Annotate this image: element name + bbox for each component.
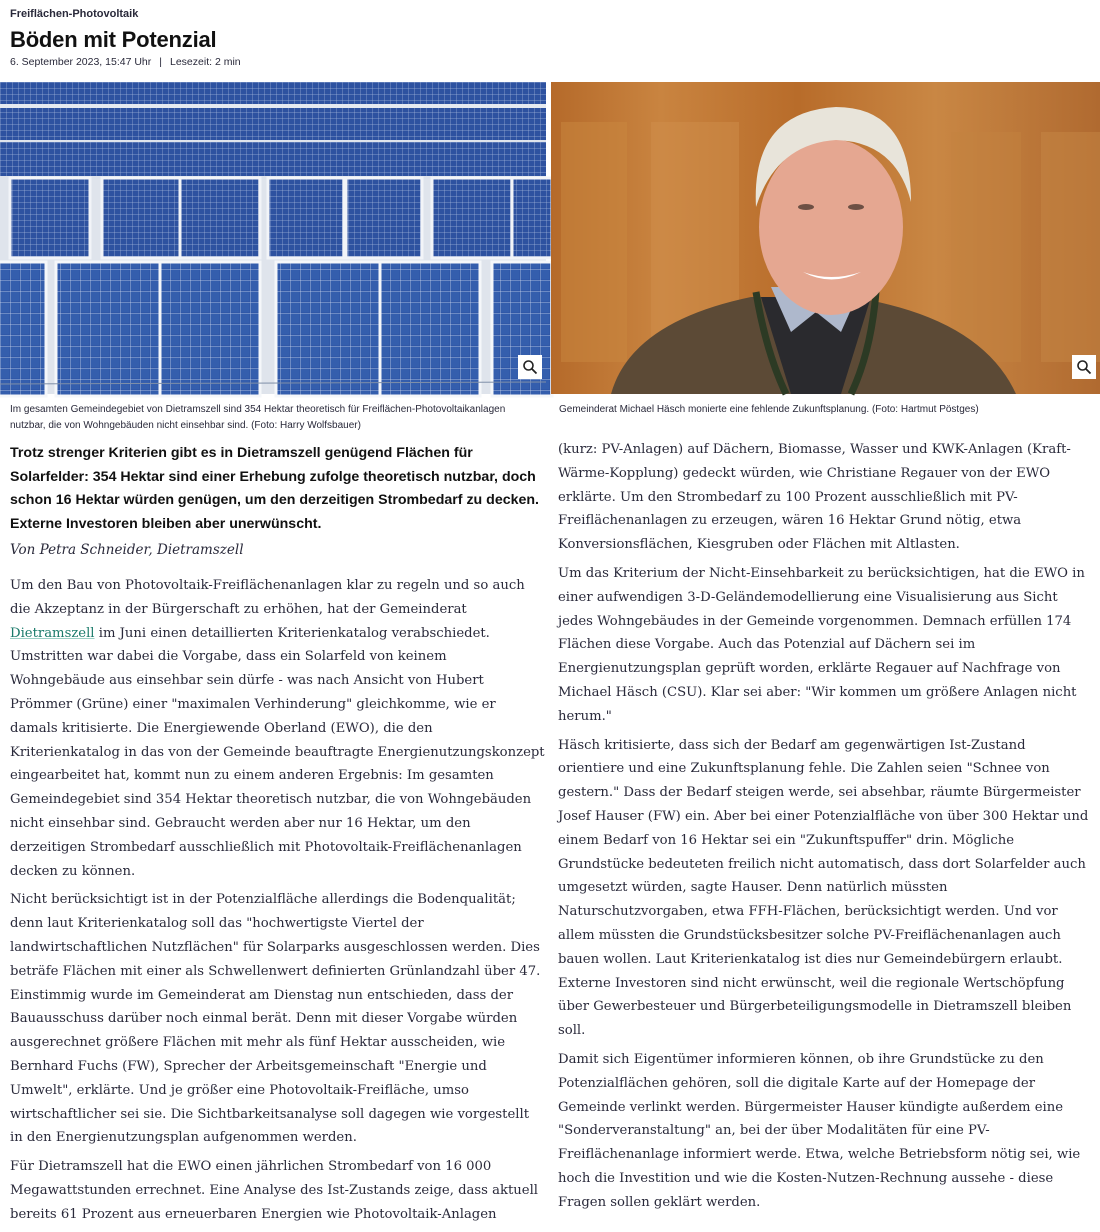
paragraph xyxy=(10,574,545,883)
image-caption: Gemeinderat Michael Häsch monierte eine fehlende Zukunftsplanung. (Foto: Hartmut Pöstges) xyxy=(559,404,979,415)
reading-time: Lesezeit: 2 min xyxy=(170,56,241,68)
paragraph: Um das Kriterium der Nicht-Einsehbarkeit zu berücksichtigen, hat die EWO in einer aufwendigen 3-D-Geländemodellierung eine Visualisierung aus Sicht jedes Wohngebäudes in der Gemeinde vorgenommen. Demnach erfüllen 174 Flächen diese Vorgabe. Auch das Potenzial auf Dächern sei im Energienutzungsplan geprüft worden, erklärte Regauer auf Nachfrage von Michael Häsch (CSU). Klar sei aber: "Wir kommen um größere Anlagen nicht herum." xyxy=(558,565,1085,724)
paragraph: (kurz: PV-Anlagen) auf Dächern, Biomasse, Wasser und KWK-Anlagen (Kraft-Wärme-Kopplung) gedeckt würden, wie Christiane Regauer von der EWO erklärte. Um den Strombedarf zu 100 Prozent ausschließlich mit PV-Freiflächenanlagen zu erzeugen, wären 16 Hektar Grund nötig, etwa Konversionsflächen, Kiesgruben oder Flächen mit Altlasten. xyxy=(558,442,1071,553)
article-lead: Trotz strenger Kriterien gibt es in Dietramszell genügend Flächen für Solarfelder: 354 Hektar sind einer Erhebung zufolge theoretisch nutzbar, doch schon 16 Hektar würden genügen, um den derzeitigen Strombedarf zu decken. Externe Investoren bleiben aber unerwünscht. xyxy=(10,445,539,532)
paragraph: Damit sich Eigentümer informieren können, ob ihre Grundstücke zu den Potenzialflächen gehören, soll die digitale Karte auf der Homepage der Gemeinde verlinkt werden. Bürgermeister Hauser kündigte außerdem eine "Sonderveranstaltung" an, bei der über Modalitäten für eine PV-Freiflächenanlage informiert werde. Etwa, welche Betriebsform nötig sei, wie hoch die Investition und wie die Kosten-Nutzen-Rechnung aussehe - diese Fragen sollen geklärt werden. xyxy=(558,1051,1081,1210)
paragraph: Häsch kritisierte, dass sich der Bedarf am gegenwärtigen Ist-Zustand orientiere und eine Zukunftsplanung fehle. Die Zahlen seien "Schnee von gestern." Dass der Bedarf steigen werde, sei absehbar, räumte Bürgermeister Josef Hauser (FW) ein. Aber bei einer Potenzialfläche von über 300 Hektar und einem Bedarf von 16 Hektar sei ein "Zukunftspuffer" drin. Mögliche Grundstücke bedeuteten freilich nicht automatisch, dass dort Solarfelder auch umgesetzt würden, sagte Hauser. Denn natürlich müssten Naturschutzvorgaben, etwa FFH-Flächen, berücksichtigt werden. Und vor allem müssten die Grundstücksbesitzer solche PV-Freiflächenanlagen auch bauen wollen. Laut Kriterienkatalog ist dies nur Gemeindebürgern erlaubt. Externe Investoren sind nicht erwünscht, weil die regionale Wertschöpfung über Gewerbesteuer und Bürgerbeteiligungsmodelle in Dietramszell bleiben soll. xyxy=(558,737,1089,1039)
portrait-image[interactable] xyxy=(551,82,1100,394)
panel-row-front xyxy=(0,262,552,396)
link-dietramszell[interactable]: Dietramszell xyxy=(10,625,95,641)
solar-panels-illustration xyxy=(0,82,546,394)
article-column-left xyxy=(10,574,545,1232)
enlarge-image-button[interactable] xyxy=(518,355,542,379)
paragraph: Nicht berücksichtigt ist in der Potenzialfläche allerdings die Bodenqualität; denn laut Kriterienkatalog soll das "hochwertigste Viertel der landwirtschaftlichen Nutzflächen" für Solarparks ausgeschlossen werden. Dies beträfe Flächen mit einer als Schwellenwert definierten Grünlandzahl über 47. Einstimmig wurde im Gemeinderat am Dienstag nun entschieden, dass der Bauausschuss darüber noch einmal berät. Denn mit dieser Vorgabe würden ausgerechnet größere Flächen mit mehr als fünf Hektar ausscheiden, wie Bernhard Fuchs (FW), Sprecher der Arbeitsgemeinschaft "Energie und Umwelt", erklärte. Und je größer eine Photovoltaik-Freifläche, umso wirtschaftlicher sei sie. Die Sichtbarkeitsanalyse soll dagegen wie vorgestellt in den Energienutzungsplan aufgenommen werden. xyxy=(10,892,541,1146)
paragraph-text: Um den Bau von Photovoltaik-Freiflächenanlagen klar zu regeln und so auch die Akzeptanz in der Bürgerschaft zu erhöhen, hat der Gemeinderat xyxy=(10,578,525,617)
panel-rows-back xyxy=(0,82,546,176)
portrait-illustration xyxy=(551,82,1100,394)
paragraph: Für Dietramszell hat die EWO einen jährlichen Strombedarf von 16 000 Megawattstunden errechnet. Eine Analyse des Ist-Zustands zeige, dass aktuell bereits 61 Prozent aus erneuerbaren Energien wie Photovoltaik-Anlagen xyxy=(10,1159,539,1222)
paragraph-text: im Juni einen detaillierten Kriterienkatalog verabschiedet. Umstritten war dabei die Vorgabe, dass ein Solarfeld von keinem Wohngebäude aus einsehbar sein dürfe - was nach Ansicht von Hubert Prömmer (Grüne) einer "maximalen Verhinderung" gleichkomme, wie er damals kritisierte. Die Energiewende Oberland (EWO), die den Kriterienkatalog in das von der Gemeinde beauftragte Energienutzungskonzept eingearbeitet hat, kommt nun zu einem anderen Ergebnis: Im gesamten Gemeindegebiet sind 354 Hektar theoretisch nutzbar, die von Wohngebäuden nicht einsehbar sind. Gebraucht werden aber nur 16 Hektar, um den derzeitigen Strombedarf ausschließlich mit Photovoltaik-Freiflächenanlagen decken zu können. xyxy=(10,625,545,879)
article-meta xyxy=(10,56,241,68)
image-caption: Im gesamten Gemeindegebiet von Dietramszell sind 354 Hektar theoretisch für Freiflächen-Photovoltaikanlagen nutzbar, die von Wohngebäuden nicht einsehbar sind. (Foto: Harry Wolfsbauer) xyxy=(10,404,506,431)
panel-row-mid xyxy=(10,178,552,258)
article-kicker: Freiflächen-Photovoltaik xyxy=(10,8,139,20)
article-column-right xyxy=(558,438,1094,1220)
solar-panels-image[interactable] xyxy=(0,82,546,394)
publish-date: 6. September 2023, 15:47 Uhr xyxy=(10,56,152,68)
magnifier-icon xyxy=(522,359,538,375)
enlarge-image-button[interactable] xyxy=(1072,355,1096,379)
meta-separator: | xyxy=(159,56,162,68)
byline: Von Petra Schneider, Dietramszell xyxy=(10,542,244,558)
magnifier-icon xyxy=(1076,359,1092,375)
page-title: Böden mit Potenzial xyxy=(10,27,217,52)
